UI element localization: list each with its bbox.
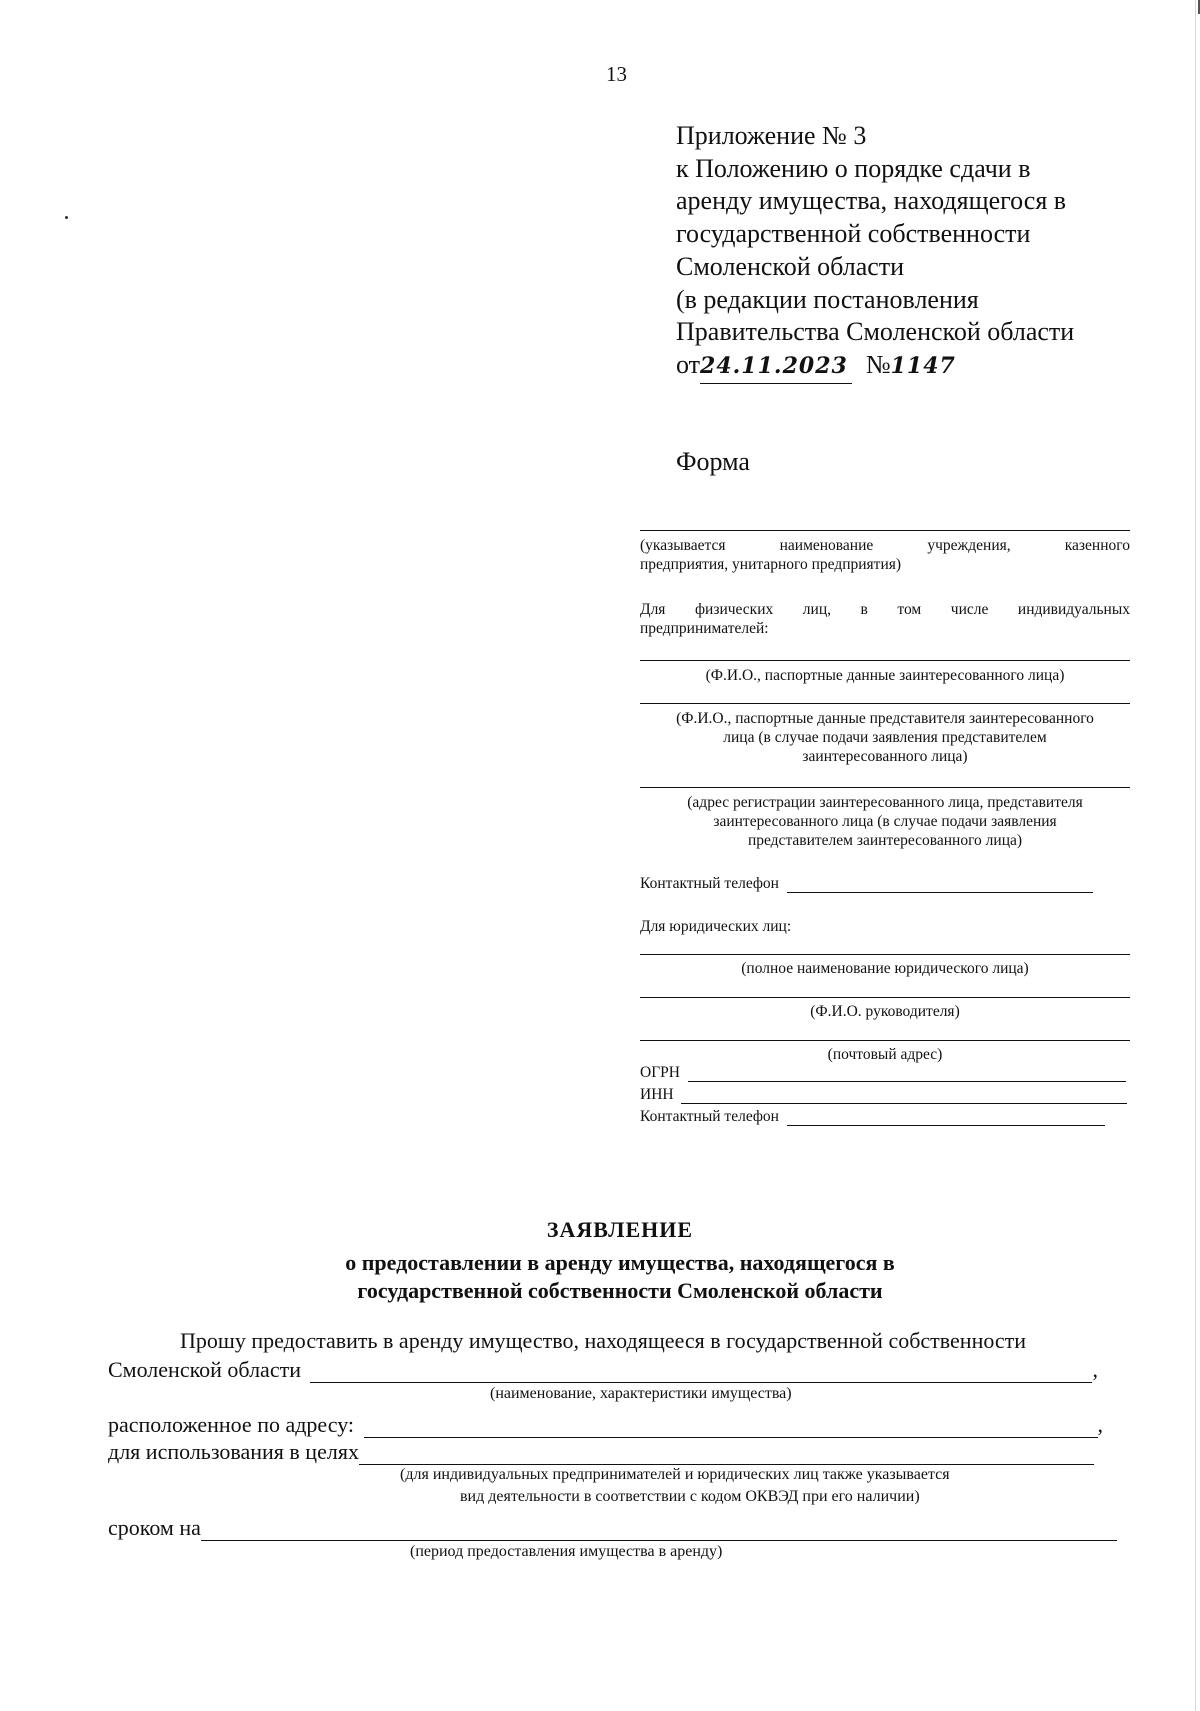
- contact-phone-input[interactable]: [787, 877, 1093, 893]
- page-edge-line: [1195, 0, 1196, 1711]
- director-input-line[interactable]: [640, 997, 1130, 998]
- scan-speck: [65, 216, 68, 219]
- location-label: расположенное по адресу:: [108, 1412, 355, 1437]
- address-caption: (адрес регистрации заинтересованного лица, представителя: [687, 794, 1083, 811]
- appendix-line: аренду имущества, находящегося в: [676, 186, 1067, 216]
- legal-intro: [640, 917, 1130, 936]
- appendix-line: Смоленской области: [676, 251, 905, 281]
- term-input[interactable]: [201, 1521, 1117, 1541]
- address-caption: заинтересованного лица (в случае подачи заявления: [713, 813, 1057, 830]
- region-label: Смоленской области: [108, 1357, 301, 1382]
- postal-caption: (почтовый адрес): [827, 1046, 943, 1063]
- purpose-input[interactable]: [359, 1445, 1094, 1465]
- purpose-caption: (для индивидуальных предпринимателей и юридических лиц также указывается: [400, 1466, 950, 1483]
- comma: ,: [1097, 1412, 1104, 1437]
- number-prefix: №: [865, 349, 891, 379]
- handwritten-date: 24.11.2023: [700, 352, 848, 379]
- page-number: 13: [606, 62, 627, 86]
- ogrn-row: [640, 1064, 1126, 1082]
- representative-caption: заинтересованного лица): [802, 748, 968, 765]
- appendix-line: Правительства Смоленской области: [676, 317, 1075, 347]
- date-prefix: от: [676, 349, 701, 379]
- appendix-line: к Положению о порядке сдачи в: [676, 153, 1031, 183]
- ogrn-label: ОГРН: [640, 1064, 680, 1081]
- fio-caption: (Ф.И.О., паспортные данные заинтересованного лица): [705, 667, 1065, 684]
- purpose-caption: вид деятельности в соответствии с кодом ОКВЭД при его наличии): [460, 1488, 920, 1505]
- statement-title: ЗАЯВЛЕНИЕ: [546, 1217, 694, 1242]
- address-input-line[interactable]: [640, 787, 1130, 788]
- director-field: [640, 997, 1130, 1021]
- institution-caption: (указывается наименование учреждения, казенного: [640, 537, 1130, 554]
- representative-input-line[interactable]: [640, 703, 1130, 704]
- term-caption: (период предоставления имущества в аренду): [410, 1543, 723, 1560]
- handwritten-number: 1147: [890, 352, 956, 379]
- contact-phone-2-row: [640, 1108, 1105, 1126]
- institution-field: [640, 530, 1130, 574]
- appendix-header: [676, 120, 1074, 384]
- appendix-line: (в редакции постановления: [676, 284, 979, 314]
- contact-phone-2-input[interactable]: [787, 1110, 1105, 1126]
- representative-caption: лица (в случае подачи заявления представителем: [723, 729, 1047, 746]
- request-text: Прошу предоставить в аренду имущество, находящееся в государственной собственности: [180, 1328, 1027, 1353]
- statement-subtitle: о предоставлении в аренду имущества, находящегося в: [345, 1250, 895, 1275]
- address-field: [640, 787, 1130, 850]
- postal-input-line[interactable]: [640, 1040, 1130, 1041]
- individuals-intro-text: предпринимателей:: [640, 620, 769, 637]
- contact-phone-label: Контактный телефон: [640, 875, 779, 892]
- inn-label: ИНН: [640, 1086, 674, 1103]
- property-row: [108, 1357, 1098, 1383]
- appendix-line: государственной собственности: [676, 219, 1031, 249]
- director-caption: (Ф.И.О. руководителя): [810, 1003, 960, 1020]
- postal-field: [640, 1040, 1130, 1064]
- location-input[interactable]: [364, 1418, 1098, 1438]
- contact-phone-row: [640, 875, 1093, 893]
- form-label: Форма: [676, 447, 750, 476]
- institution-caption: предприятия, унитарного предприятия): [640, 556, 902, 573]
- representative-caption: (Ф.И.О., паспортные данные представителя заинтересованного: [676, 710, 1094, 727]
- property-caption: (наименование, характеристики имущества): [490, 1385, 792, 1402]
- location-row: [108, 1412, 1103, 1438]
- appendix-line: Приложение № 3: [676, 121, 867, 150]
- term-row: [108, 1515, 1117, 1541]
- ogrn-input[interactable]: [688, 1066, 1126, 1082]
- purpose-label: для использования в целях: [108, 1439, 359, 1464]
- term-label: сроком на: [108, 1515, 201, 1540]
- statement-subtitle: государственной собственности Смоленской области: [357, 1278, 883, 1303]
- legal-name-caption: (полное наименование юридического лица): [741, 960, 1029, 977]
- legal-name-input-line[interactable]: [640, 954, 1130, 955]
- purpose-row: [108, 1439, 1094, 1465]
- individuals-intro-text: Для физических лиц, в том числе индивидуальных: [640, 601, 1130, 618]
- resolution-date-number: [676, 349, 1074, 384]
- address-caption: представителем заинтересованного лица): [747, 832, 1023, 849]
- property-input[interactable]: [310, 1363, 1092, 1383]
- fio-field: [640, 660, 1130, 685]
- fio-input-line[interactable]: [640, 660, 1130, 661]
- inn-input[interactable]: [681, 1088, 1127, 1104]
- inn-row: [640, 1086, 1127, 1104]
- representative-field: [640, 703, 1130, 766]
- legal-name-field: [640, 954, 1130, 978]
- institution-input-line[interactable]: [640, 530, 1130, 531]
- legal-intro-text: Для юридических лиц:: [640, 918, 792, 935]
- contact-phone-2-label: Контактный телефон: [640, 1108, 779, 1125]
- comma: ,: [1092, 1357, 1098, 1382]
- individuals-intro: [640, 600, 1130, 638]
